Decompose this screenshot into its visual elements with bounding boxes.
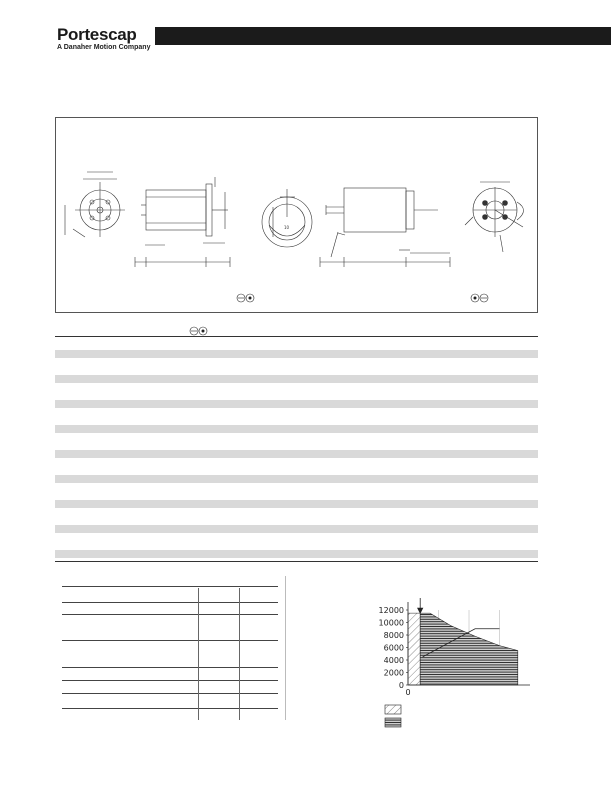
table-rule	[62, 680, 278, 681]
projection-symbol-1	[237, 294, 254, 302]
y-tick-labels	[379, 606, 408, 690]
spec-row-band	[55, 400, 538, 408]
motor-side-view-1	[135, 177, 230, 267]
legend-swatch-lines	[385, 718, 401, 727]
spec-row-band	[55, 350, 538, 358]
chart-series-layer	[408, 613, 518, 685]
y-tick-label: 12000	[378, 606, 404, 615]
spec-table-bottom-rule	[55, 561, 538, 562]
table-rule	[62, 614, 278, 615]
table-column-divider	[239, 588, 240, 720]
section-divider	[285, 576, 286, 720]
operating-range-chart	[355, 590, 545, 740]
series-area	[408, 613, 420, 685]
y-tick-label: 8000	[383, 631, 404, 640]
table-rule	[62, 667, 278, 668]
table-rule	[62, 693, 278, 694]
brand-name: Portescap	[57, 25, 137, 44]
encoder-front-view	[262, 189, 312, 247]
x-tick-label: 0	[405, 688, 411, 697]
table-rule	[62, 708, 278, 709]
spec-row-band	[55, 475, 538, 483]
brand-tagline: A Danaher Motion Company	[57, 44, 151, 51]
chart-legend	[385, 705, 401, 727]
x-tick-labels	[405, 688, 410, 697]
y-tick-label: 2000	[383, 668, 404, 678]
motor-side-view-2	[320, 188, 450, 267]
legend-swatch-hatch	[385, 705, 401, 714]
spec-projection-symbol	[189, 326, 209, 336]
spec-row-band	[55, 375, 538, 383]
spec-row-band	[55, 550, 538, 558]
y-tick-label: 4000	[383, 656, 404, 665]
table-rule	[62, 586, 278, 587]
spec-table-top-rule	[55, 336, 538, 337]
header-bar	[155, 27, 611, 45]
spec-row-band	[55, 425, 538, 433]
motor-front-view-1	[65, 172, 125, 237]
table-rule	[62, 640, 278, 641]
front-dimension-label: 10	[284, 225, 290, 230]
spec-row-band	[55, 450, 538, 458]
company-logo	[57, 26, 150, 52]
table-rule	[62, 602, 278, 603]
table-column-divider	[198, 588, 199, 720]
projection-symbol-2	[471, 294, 488, 302]
arrow-head	[418, 608, 423, 613]
y-tick-label: 10000	[378, 618, 404, 628]
dimension-drawings	[55, 117, 538, 313]
y-tick-label: 6000	[383, 643, 404, 653]
spec-row-band	[55, 525, 538, 533]
spec-row-band	[55, 500, 538, 508]
motor-rear-view	[465, 182, 524, 252]
y-tick-label: 0	[398, 681, 404, 690]
